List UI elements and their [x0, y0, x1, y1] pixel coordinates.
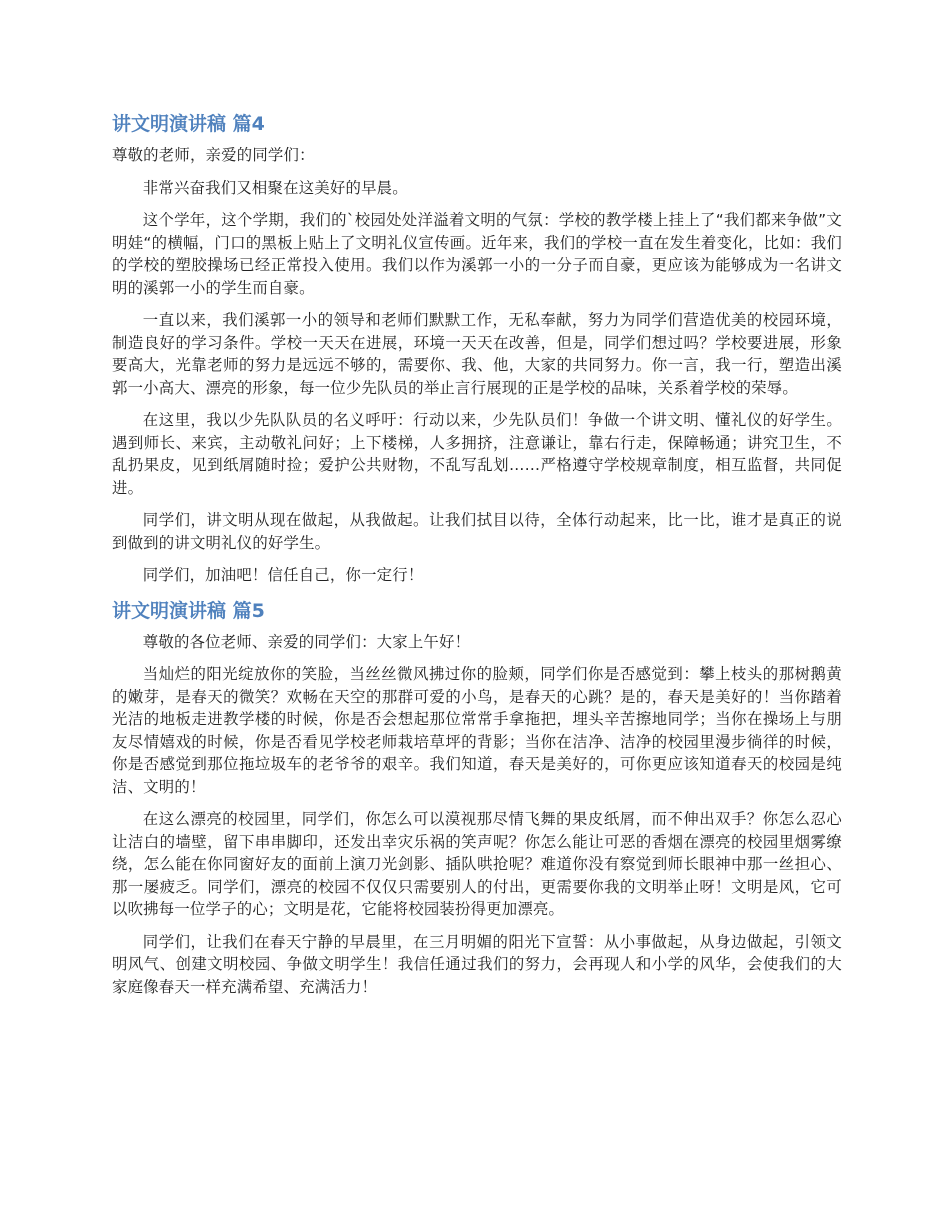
- section-heading: 讲文明演讲稿 篇4: [112, 113, 265, 135]
- paragraph: 在这里，我以少先队队员的名义呼吁：行动以来，少先队员们！争做一个讲文明、懂礼仪的好学生。遇到师长、来宾，主动敬礼问好；上下楼梯，人多拥挤，注意谦让，靠右行走，保障畅通；讲究卫生，不乱扔果皮，见到纸屑随时捡；爱护公共财物，不乱写乱划……严格遵守学校规章制度，相互监督，共同促进。: [112, 411, 842, 497]
- paragraph: 同学们，加油吧！信任自己，你一定行！: [142, 566, 424, 584]
- paragraph: 当灿烂的阳光绽放你的笑脸，当丝丝微风拂过你的脸颊，同学们你是否感觉到：攀上枝头的那树鹅黄的嫩芽，是春天的微笑？欢畅在天空的那群可爱的小鸟，是春天的心跳？是的，春天是美好的！当你踏着光洁的地板走进教学楼的时候，你是否会想起那位常常手拿拖把，埋头辛苦擦地同学；当你在操场上与朋友尽情嬉戏的时候，你是否看见学校老师栽培草坪的背影；当你在洁净、洁净的校园里漫步徜徉的时候，你是否感觉到那位拖垃圾车的老爷爷的艰辛。我们知道，春天是美好的，可你更应该知道春天的校园是纯洁、文明的！: [112, 665, 842, 796]
- document-page: [112, 110, 842, 1008]
- speech-section-5: [112, 597, 842, 999]
- paragraph: 非常兴奋我们又相聚在这美好的早晨。: [142, 178, 408, 197]
- section-heading: 讲文明演讲稿 篇5: [112, 599, 265, 622]
- speech-section-4: [112, 110, 842, 587]
- paragraph: 尊敬的老师，亲爱的同学们：: [112, 146, 315, 164]
- paragraph: 尊敬的各位老师、亲爱的同学们：大家上午好！: [142, 632, 471, 651]
- paragraph: 这个学年，这个学期，我们的`校园处处洋溢着文明的气氛：学校的教学楼上挂上了“我们都来争做”文明娃“的横幅，门口的黑板上贴上了文明礼仪宣传画。近年来，我们的学校一直在发生着变化，比如：我们的学校的塑胶操场已经正常投入使用。我们以作为溪郭一小的一分子而自豪，更应该为能够成为一名讲文明的溪郭一小的学生而自豪。: [112, 211, 842, 297]
- paragraph: 一直以来，我们溪郭一小的领导和老师们默默工作，无私奉献，努力为同学们营造优美的校园环境，制造良好的学习条件。学校一天天在进展，环境一天天在改善，但是，同学们想过吗？学校要进展，形象要高大，光靠老师的努力是远远不够的，需要你、我、他，大家的共同努力。你一言，我一行，塑造出溪郭一小高大、漂亮的形象，每一位少先队员的举止言行展现的正是学校的品味，关系着学校的荣辱。: [112, 311, 842, 397]
- paragraph: 同学们，讲文明从现在做起，从我做起。让我们拭目以待，全体行动起来，比一比，谁才是真正的说到做到的讲文明礼仪的好学生。: [112, 511, 842, 552]
- paragraph: 同学们，让我们在春天宁静的早晨里，在三月明媚的阳光下宣誓：从小事做起，从身边做起，引领文明风气、创建文明校园、争做文明学生！我信任通过我们的努力，会再现人和小学的风华，会使我们的大家庭像春天一样充满希望、充满活力！: [112, 932, 842, 996]
- paragraph: 在这么漂亮的校园里，同学们，你怎么可以漠视那尽情飞舞的果皮纸屑，而不伸出双手？你怎么忍心让洁白的墙壁，留下串串脚印，还发出幸灾乐祸的笑声呢？你怎么能让可恶的香烟在漂亮的校园里烟雾缭绕，怎么能在你同窗好友的面前上演刀光剑影、插队哄抢呢？难道你没有察觉到师长眼神中那一丝担心、那一屡疲乏。同学们，漂亮的校园不仅仅只需要别人的付出，更需要你我的文明举止呀！文明是风，它可以吹拂每一位学子的心；文明是花，它能将校园装扮得更加漂亮。: [112, 810, 842, 918]
